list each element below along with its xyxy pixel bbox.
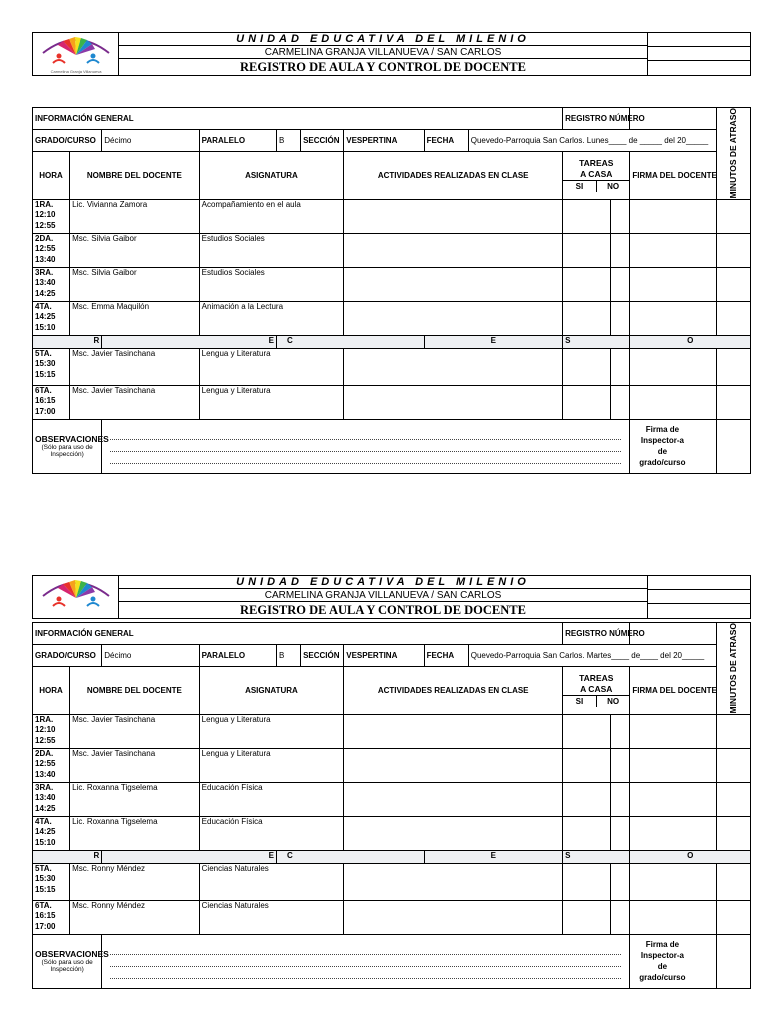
fecha-value: Quevedo-Parroquia San Carlos. Martes____ de____ del 20_____ xyxy=(468,644,716,666)
actividades-cell[interactable] xyxy=(344,199,563,233)
minutos-cell[interactable] xyxy=(716,301,750,335)
firma-inspector-field[interactable] xyxy=(716,419,750,473)
asignatura-cell: Lengua y Literatura xyxy=(199,348,344,385)
no-col-header: NO xyxy=(607,182,620,192)
recess-letter: E xyxy=(102,850,277,863)
school-subtitle: CARMELINA GRANJA VILLANUEVA / SAN CARLOS xyxy=(119,46,647,59)
fecha-label: FECHA xyxy=(424,644,468,666)
fecha-label: FECHA xyxy=(424,129,468,151)
firma-cell[interactable] xyxy=(630,782,716,816)
asignatura-cell: Animación a la Lectura xyxy=(199,301,344,335)
si-checkbox[interactable] xyxy=(563,782,611,816)
paralelo-value: B xyxy=(276,129,300,151)
recess-letter: S xyxy=(563,335,630,348)
recess-letter: C xyxy=(276,850,424,863)
actividades-cell[interactable] xyxy=(344,900,563,934)
school-subtitle: CARMELINA GRANJA VILLANUEVA / SAN CARLOS xyxy=(119,589,647,602)
recess-row xyxy=(33,335,751,348)
firma-cell[interactable] xyxy=(630,348,716,385)
actividades-cell[interactable] xyxy=(344,301,563,335)
minutos-cell[interactable] xyxy=(716,385,750,419)
no-checkbox[interactable] xyxy=(611,748,630,782)
firma-cell[interactable] xyxy=(630,233,716,267)
table-row xyxy=(33,267,751,301)
firma-cell[interactable] xyxy=(630,748,716,782)
docente-col-header: NOMBRE DEL DOCENTE xyxy=(70,151,200,199)
seccion-value: VESPERTINA xyxy=(344,644,424,666)
hora-col-header: HORA xyxy=(33,151,70,199)
grado-curso-label: GRADO/CURSO xyxy=(33,644,102,666)
actividades-cell[interactable] xyxy=(344,385,563,419)
table-row xyxy=(33,748,751,782)
recess-letter: E xyxy=(424,850,563,863)
docente-cell: Msc. Javier Tasinchana xyxy=(70,348,200,385)
tareas-col-header: TAREAS A CASA SI NO xyxy=(563,151,630,199)
no-checkbox[interactable] xyxy=(611,348,630,385)
si-checkbox[interactable] xyxy=(563,385,611,419)
docente-cell: Msc. Javier Tasinchana xyxy=(70,714,200,748)
minutos-cell[interactable] xyxy=(716,348,750,385)
header-right-boxes xyxy=(647,576,751,618)
minutos-cell[interactable] xyxy=(716,714,750,748)
si-checkbox[interactable] xyxy=(563,816,611,850)
form-2-header xyxy=(32,575,751,619)
hour-cell: 1RA. 12:10 12:55 xyxy=(33,199,70,233)
form-1-table xyxy=(32,107,751,474)
fecha-value: Quevedo-Parroquia San Carlos. Lunes____ de _____ del 20_____ xyxy=(468,129,716,151)
asignatura-cell: Educación Física xyxy=(199,782,344,816)
si-checkbox[interactable] xyxy=(563,748,611,782)
seccion-value: VESPERTINA xyxy=(344,129,424,151)
no-checkbox[interactable] xyxy=(611,199,630,233)
actividades-cell[interactable] xyxy=(344,348,563,385)
registro-numero-label: REGISTRO NÚMERO xyxy=(563,623,630,645)
actividades-cell[interactable] xyxy=(344,863,563,900)
asignatura-col-header: ASIGNATURA xyxy=(199,151,344,199)
docente-cell: Msc. Silvia Gaibor xyxy=(70,233,200,267)
seccion-label: SECCIÓN xyxy=(301,644,344,666)
firma-inspector-label: Firma de Inspector-a de grado/curso xyxy=(630,419,716,473)
si-checkbox[interactable] xyxy=(563,348,611,385)
minutos-header: MINUTOS DE ATRASO xyxy=(716,108,750,200)
si-checkbox[interactable] xyxy=(563,863,611,900)
docente-cell: Msc. Silvia Gaibor xyxy=(70,267,200,301)
si-col-header: SI xyxy=(563,696,597,707)
actividades-cell[interactable] xyxy=(344,748,563,782)
minutos-cell[interactable] xyxy=(716,233,750,267)
observaciones-row xyxy=(33,934,751,988)
no-checkbox[interactable] xyxy=(611,863,630,900)
actividades-cell[interactable] xyxy=(344,782,563,816)
form-title: REGISTRO DE AULA Y CONTROL DE DOCENTE xyxy=(240,603,526,617)
school-logo-icon xyxy=(33,576,119,619)
header-right-boxes xyxy=(647,33,751,75)
grado-value: Décimo xyxy=(102,644,199,666)
hour-cell: 6TA. 16:15 17:00 xyxy=(33,900,70,934)
asignatura-cell: Lengua y Literatura xyxy=(199,748,344,782)
paralelo-label: PARALELO xyxy=(199,129,276,151)
hour-cell: 3RA. 13:40 14:25 xyxy=(33,782,70,816)
hour-cell: 6TA. 16:15 17:00 xyxy=(33,385,70,419)
hour-cell: 4TA. 14:25 15:10 xyxy=(33,301,70,335)
hour-cell: 1RA. 12:10 12:55 xyxy=(33,714,70,748)
docente-cell: Lic. Roxanna Tigselema xyxy=(70,782,200,816)
si-checkbox[interactable] xyxy=(563,900,611,934)
docente-cell: Msc. Javier Tasinchana xyxy=(70,748,200,782)
table-row xyxy=(33,301,751,335)
form-2-table xyxy=(32,622,751,989)
minutos-header: MINUTOS DE ATRASO xyxy=(716,623,750,715)
firma-cell[interactable] xyxy=(630,863,716,900)
si-col-header: SI xyxy=(563,181,597,192)
firma-inspector-field[interactable] xyxy=(716,934,750,988)
asignatura-cell: Acompañamiento en el aula xyxy=(199,199,344,233)
no-checkbox[interactable] xyxy=(611,385,630,419)
recess-letter: R xyxy=(33,850,102,863)
observaciones-label: OBSERVACIONES (Sólo para uso de Inspección) xyxy=(33,419,102,473)
firma-cell[interactable] xyxy=(630,900,716,934)
firma-inspector-label: Firma de Inspector-a de grado/curso xyxy=(630,934,716,988)
asignatura-cell: Lengua y Literatura xyxy=(199,385,344,419)
recess-letter: O xyxy=(630,850,751,863)
minutos-cell[interactable] xyxy=(716,199,750,233)
table-row xyxy=(33,385,751,419)
minutos-cell[interactable] xyxy=(716,748,750,782)
hour-cell: 4TA. 14:25 15:10 xyxy=(33,816,70,850)
recess-letter: E xyxy=(424,335,563,348)
asignatura-col-header: ASIGNATURA xyxy=(199,666,344,714)
docente-cell: Lic. Roxanna Tigselema xyxy=(70,816,200,850)
asignatura-cell: Ciencias Naturales xyxy=(199,900,344,934)
school-title: UNIDAD EDUCATIVA DEL MILENIO xyxy=(119,576,647,589)
paralelo-label: PARALELO xyxy=(199,644,276,666)
school-logo xyxy=(33,33,119,76)
no-checkbox[interactable] xyxy=(611,267,630,301)
minutos-cell[interactable] xyxy=(716,863,750,900)
hora-col-header: HORA xyxy=(33,666,70,714)
school-title: UNIDAD EDUCATIVA DEL MILENIO xyxy=(119,33,647,46)
minutos-cell[interactable] xyxy=(716,816,750,850)
si-checkbox[interactable] xyxy=(563,714,611,748)
tareas-col-header: TAREAS A CASA SI NO xyxy=(563,666,630,714)
recess-letter: O xyxy=(630,335,751,348)
si-checkbox[interactable] xyxy=(563,199,611,233)
seccion-label: SECCIÓN xyxy=(301,129,344,151)
no-checkbox[interactable] xyxy=(611,816,630,850)
school-logo xyxy=(33,576,119,619)
actividades-cell[interactable] xyxy=(344,233,563,267)
no-checkbox[interactable] xyxy=(611,233,630,267)
docente-cell: Msc. Javier Tasinchana xyxy=(70,385,200,419)
table-row xyxy=(33,816,751,850)
observaciones-label: OBSERVACIONES (Sólo para uso de Inspección) xyxy=(33,934,102,988)
hour-cell: 5TA. 15:30 15:15 xyxy=(33,348,70,385)
minutos-cell[interactable] xyxy=(716,267,750,301)
firma-cell[interactable] xyxy=(630,714,716,748)
registro-numero-label: REGISTRO NÚMERO xyxy=(563,108,630,130)
table-row xyxy=(33,782,751,816)
table-row xyxy=(33,900,751,934)
firma-cell[interactable] xyxy=(630,385,716,419)
form-title: REGISTRO DE AULA Y CONTROL DE DOCENTE xyxy=(240,60,526,74)
asignatura-cell: Lengua y Literatura xyxy=(199,714,344,748)
asignatura-cell: Estudios Sociales xyxy=(199,233,344,267)
firma-cell[interactable] xyxy=(630,816,716,850)
no-checkbox[interactable] xyxy=(611,714,630,748)
info-general-label: INFORMACIÓN GENERAL xyxy=(33,623,563,645)
hour-cell: 2DA. 12:55 13:40 xyxy=(33,233,70,267)
firma-col-header: FIRMA DEL DOCENTE xyxy=(630,151,716,199)
observaciones-field[interactable] xyxy=(102,419,630,473)
si-checkbox[interactable] xyxy=(563,267,611,301)
observaciones-field[interactable] xyxy=(102,934,630,988)
no-checkbox[interactable] xyxy=(611,301,630,335)
logo-caption: Carmelina Granja Villanueva xyxy=(50,69,102,74)
asignatura-cell: Estudios Sociales xyxy=(199,267,344,301)
docente-cell: Msc. Ronny Méndez xyxy=(70,863,200,900)
info-general-label: INFORMACIÓN GENERAL xyxy=(33,108,563,130)
table-row xyxy=(33,714,751,748)
asignatura-cell: Ciencias Naturales xyxy=(199,863,344,900)
actividades-col-header: ACTIVIDADES REALIZADAS EN CLASE xyxy=(344,151,563,199)
table-row xyxy=(33,348,751,385)
grado-value: Décimo xyxy=(102,129,199,151)
recess-letter: C xyxy=(276,335,424,348)
observaciones-row xyxy=(33,419,751,473)
firma-cell[interactable] xyxy=(630,199,716,233)
table-row xyxy=(33,863,751,900)
docente-cell: Lic. Vivianna Zamora xyxy=(70,199,200,233)
asignatura-cell: Educación Física xyxy=(199,816,344,850)
firma-cell[interactable] xyxy=(630,267,716,301)
recess-letter: R xyxy=(33,335,102,348)
recess-row xyxy=(33,850,751,863)
si-checkbox[interactable] xyxy=(563,301,611,335)
table-row xyxy=(33,199,751,233)
form-1-header xyxy=(32,32,751,76)
paralelo-value: B xyxy=(276,644,300,666)
minutos-cell[interactable] xyxy=(716,782,750,816)
hour-cell: 3RA. 13:40 14:25 xyxy=(33,267,70,301)
firma-col-header: FIRMA DEL DOCENTE xyxy=(630,666,716,714)
docente-cell: Msc. Ronny Méndez xyxy=(70,900,200,934)
actividades-col-header: ACTIVIDADES REALIZADAS EN CLASE xyxy=(344,666,563,714)
firma-cell[interactable] xyxy=(630,301,716,335)
hour-cell: 5TA. 15:30 15:15 xyxy=(33,863,70,900)
grado-curso-label: GRADO/CURSO xyxy=(33,129,102,151)
docente-col-header: NOMBRE DEL DOCENTE xyxy=(70,666,200,714)
actividades-cell[interactable] xyxy=(344,714,563,748)
recess-letter: S xyxy=(563,850,630,863)
docente-cell: Msc. Emma Maquilón xyxy=(70,301,200,335)
no-checkbox[interactable] xyxy=(611,900,630,934)
no-checkbox[interactable] xyxy=(611,782,630,816)
minutos-cell[interactable] xyxy=(716,900,750,934)
actividades-cell[interactable] xyxy=(344,816,563,850)
actividades-cell[interactable] xyxy=(344,267,563,301)
si-checkbox[interactable] xyxy=(563,233,611,267)
hour-cell: 2DA. 12:55 13:40 xyxy=(33,748,70,782)
recess-letter: E xyxy=(102,335,277,348)
table-row xyxy=(33,233,751,267)
no-col-header: NO xyxy=(607,697,620,707)
